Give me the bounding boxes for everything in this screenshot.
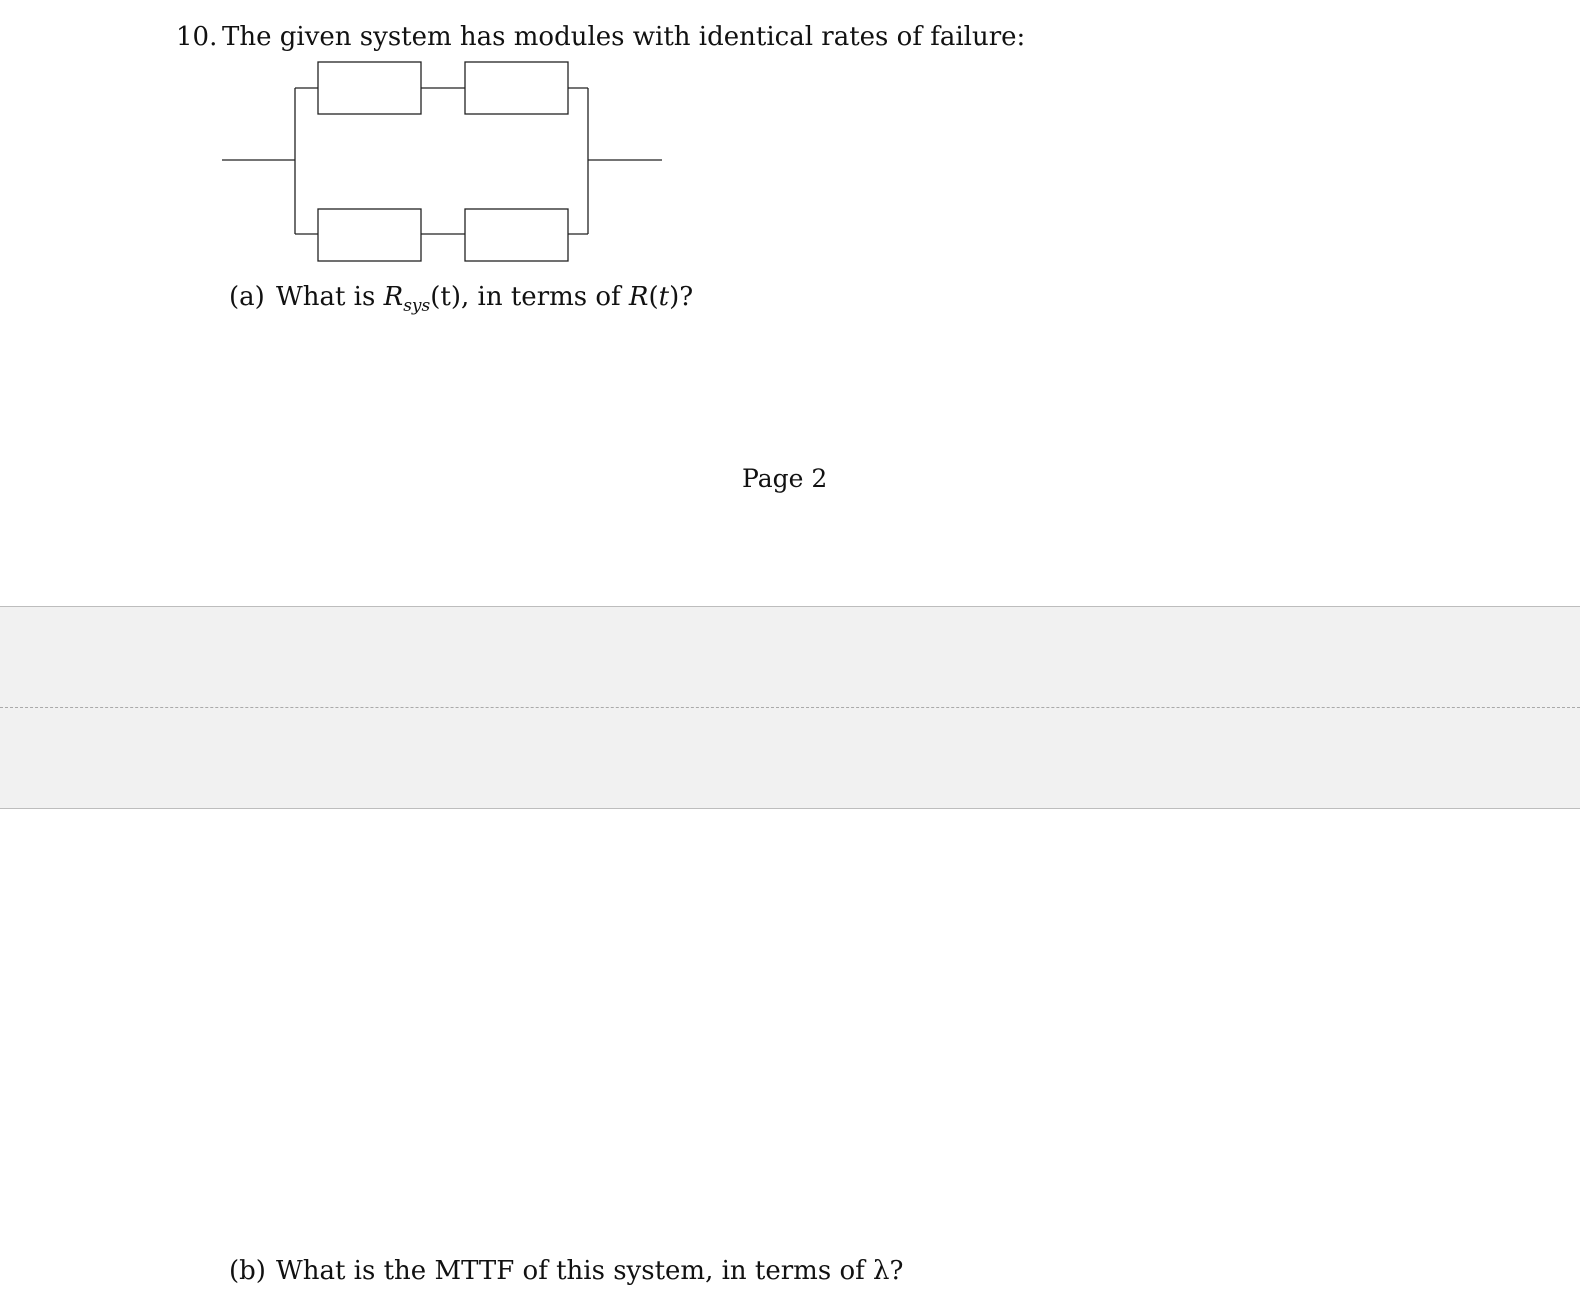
module-block bbox=[465, 62, 568, 114]
r-sys-symbol: R bbox=[383, 282, 404, 312]
t-symbol: t bbox=[658, 282, 670, 312]
close-paren-question: )? bbox=[669, 282, 694, 312]
page-number: Page 2 bbox=[742, 464, 828, 493]
question-text: The given system has modules with identical rates of failure: bbox=[222, 22, 1026, 52]
reliability-block-diagram bbox=[0, 0, 1580, 300]
module-block bbox=[465, 209, 568, 261]
page-break-line bbox=[0, 707, 1580, 708]
question-number: 10. bbox=[176, 22, 218, 52]
open-paren: ( bbox=[648, 282, 659, 312]
part-a-prefix: What is bbox=[276, 282, 384, 312]
sys-subscript: sys bbox=[403, 296, 431, 316]
part-a-question bbox=[276, 282, 694, 316]
part-a-middle: , in terms of bbox=[461, 282, 629, 312]
module-block bbox=[318, 209, 421, 261]
part-a-label: (a) bbox=[229, 282, 265, 312]
r-symbol: R bbox=[628, 282, 649, 312]
time-argument: (t) bbox=[430, 282, 461, 312]
part-b-label: (b) bbox=[229, 1256, 266, 1286]
part-b-question: What is the MTTF of this system, in terms of λ? bbox=[276, 1256, 904, 1286]
module-block bbox=[318, 62, 421, 114]
